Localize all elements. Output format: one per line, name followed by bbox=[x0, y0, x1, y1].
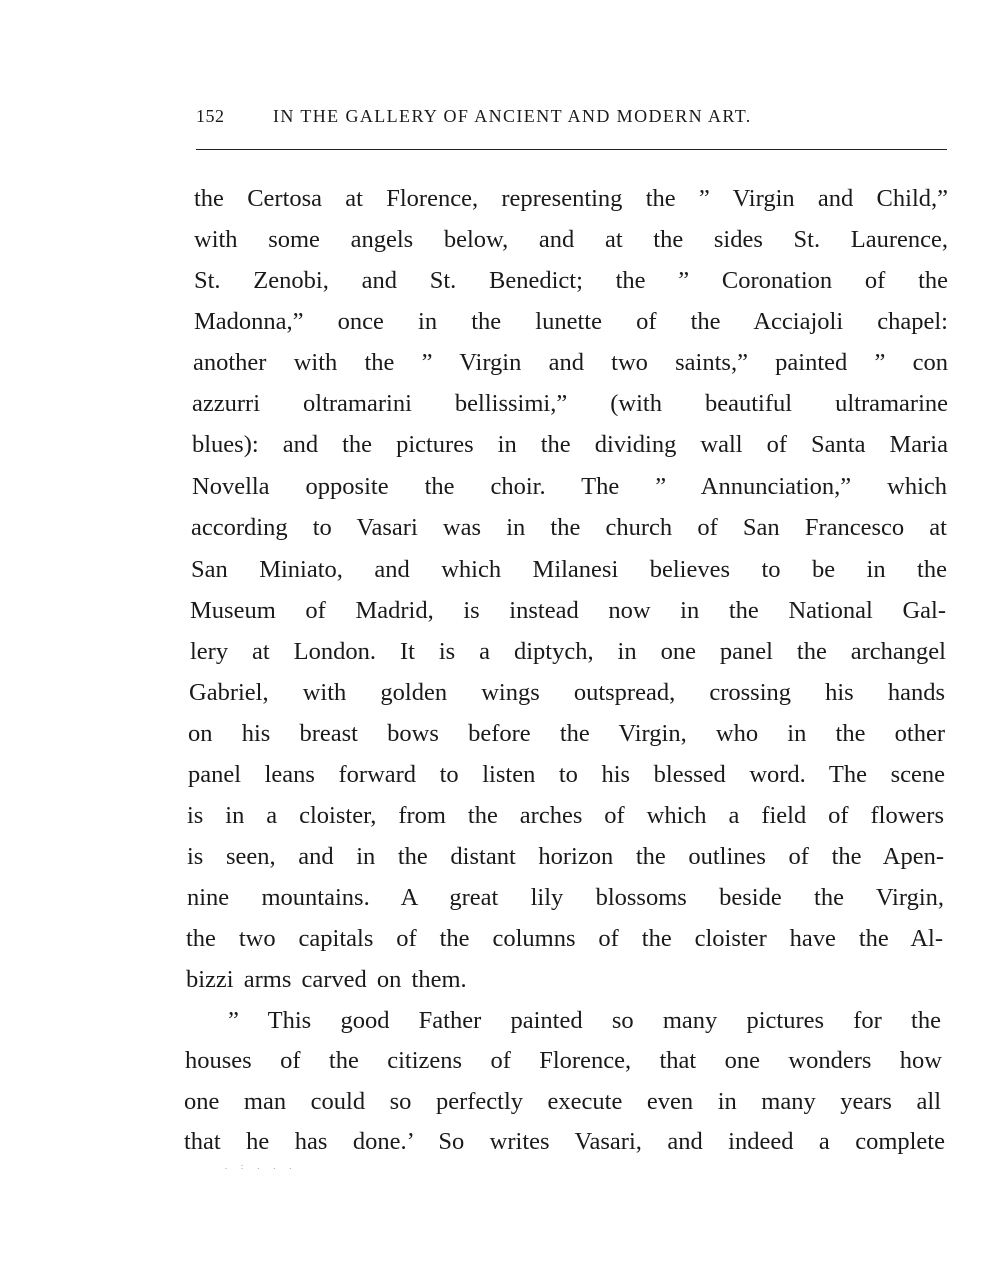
text-line: another with the ” Virgin and two saints,” painted ” con bbox=[193, 349, 948, 376]
text-line: that he has done.’ So writes Vasari, and indeed a complete bbox=[184, 1128, 945, 1155]
text-line: azzurri oltramarini bellissimi,” (with beautiful ultramarine bbox=[192, 390, 948, 417]
running-head bbox=[196, 106, 946, 132]
page-number: 152 bbox=[196, 106, 225, 126]
text-line: Madonna,” once in the lunette of the Acciajoli chapel: bbox=[194, 308, 948, 335]
text-line: the two capitals of the columns of the cloister have the Al- bbox=[186, 925, 943, 952]
text-line: according to Vasari was in the church of San Francesco at bbox=[191, 514, 947, 541]
text-line: panel leans forward to listen to his blessed word. The scene bbox=[188, 761, 945, 788]
text-line: lery at London. It is a diptych, in one panel the archangel bbox=[190, 638, 946, 665]
text-line: bizzi arms carved on them. bbox=[186, 966, 467, 993]
text-line: houses of the citizens of Florence, that one wonders how bbox=[185, 1047, 942, 1074]
running-title: IN THE GALLERY OF ANCIENT AND MODERN ART. bbox=[273, 106, 752, 126]
text-line: ” This good Father painted so many pictures for the bbox=[228, 1007, 941, 1034]
text-line: blues): and the pictures in the dividing wall of Santa Maria bbox=[192, 431, 948, 458]
text-line: with some angels below, and at the sides St. Laurence, bbox=[194, 226, 948, 253]
text-line: is in a cloister, from the arches of which a field of flowers bbox=[187, 802, 944, 829]
text-line: one man could so perfectly execute even in many years all bbox=[184, 1088, 941, 1115]
text-line: the Certosa at Florence, representing the ” Virgin and Child,” bbox=[194, 185, 948, 212]
header-rule bbox=[196, 149, 947, 150]
text-line: Gabriel, with golden wings outspread, crossing his hands bbox=[189, 679, 945, 706]
text-line: is seen, and in the distant horizon the outlines of the Apen- bbox=[187, 843, 944, 870]
text-line: Museum of Madrid, is instead now in the National Gal- bbox=[190, 597, 946, 624]
text-line: on his breast bows before the Virgin, who in the other bbox=[188, 720, 945, 747]
text-line: St. Zenobi, and St. Benedict; the ” Coronation of the bbox=[194, 267, 948, 294]
text-line: nine mountains. A great lily blossoms beside the Virgin, bbox=[187, 884, 944, 911]
text-line: San Miniato, and which Milanesi believes to be in the bbox=[191, 556, 947, 583]
text-line: Novella opposite the choir. The ” Annunciation,” which bbox=[192, 473, 947, 500]
scan-artifact: . : . . . bbox=[225, 1162, 298, 1171]
